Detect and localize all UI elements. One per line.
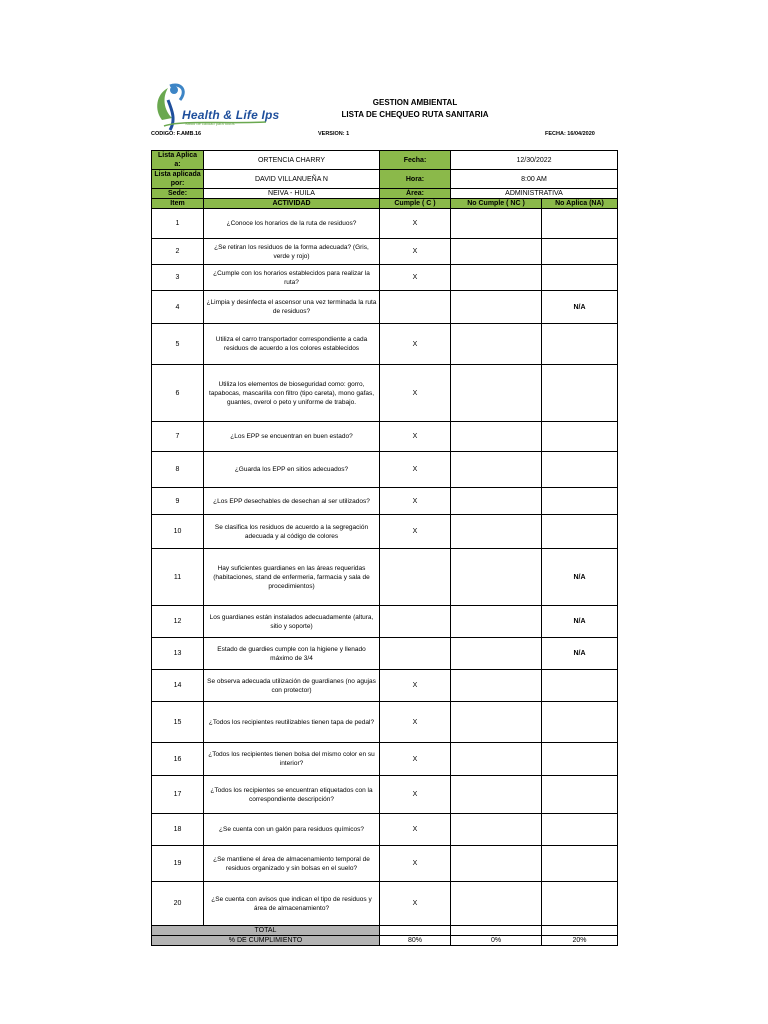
table-row <box>152 422 618 452</box>
no-cumple-mark <box>451 324 542 365</box>
no-aplica-mark: N/A <box>542 291 618 324</box>
item-number: 2 <box>152 239 204 265</box>
cumple-mark <box>380 638 451 670</box>
no-aplica-mark <box>542 209 618 239</box>
cumple-mark: X <box>380 365 451 422</box>
column-header-row <box>152 199 618 209</box>
table-row <box>152 702 618 743</box>
cumple-mark: X <box>380 814 451 846</box>
total-c <box>380 926 451 936</box>
cumple-mark: X <box>380 488 451 515</box>
activity-text: ¿Se mantiene el área de almacenamiento temporal de residuos organizado y sin bolsas en el suelo? <box>204 846 380 882</box>
activity-text: ¿Los EPP desechables de desechan al ser utilizados? <box>204 488 380 515</box>
lista-aplica-label: Lista Aplica a: <box>152 151 204 170</box>
total-label: TOTAL <box>152 926 380 936</box>
checklist-table <box>151 150 618 946</box>
area-value: ADMINISTRATIVA <box>451 189 618 199</box>
no-aplica-mark <box>542 452 618 488</box>
table-row <box>152 743 618 776</box>
pct-no-aplica: 20% <box>542 936 618 946</box>
no-aplica-mark: N/A <box>542 549 618 606</box>
table-row <box>152 488 618 515</box>
table-row <box>152 549 618 606</box>
item-number: 7 <box>152 422 204 452</box>
no-aplica-mark <box>542 814 618 846</box>
activity-text: ¿Todos los recipientes tienen bolsa del mismo color en su interior? <box>204 743 380 776</box>
cumplimiento-row <box>152 936 618 946</box>
item-number: 9 <box>152 488 204 515</box>
cumple-mark: X <box>380 743 451 776</box>
no-aplica-mark <box>542 776 618 814</box>
activity-text: ¿Se cuenta con avisos que indican el tipo de residuos y área de almacenamiento? <box>204 882 380 926</box>
lista-aplica-value: ORTENCIA CHARRY <box>204 151 380 170</box>
no-cumple-mark <box>451 452 542 488</box>
sede-label: Sede: <box>152 189 204 199</box>
cumple-mark: X <box>380 882 451 926</box>
col-item-header: Item <box>152 199 204 209</box>
activity-text: ¿Cumple con los horarios establecidos para realizar la ruta? <box>204 265 380 291</box>
no-cumple-mark <box>451 776 542 814</box>
hora-label: Hora: <box>380 170 451 189</box>
logo-name: Health & Life Ips <box>182 108 280 122</box>
no-cumple-mark <box>451 422 542 452</box>
no-cumple-mark <box>451 702 542 743</box>
table-row <box>152 239 618 265</box>
fecha-label: Fecha: <box>380 151 451 170</box>
table-row <box>152 365 618 422</box>
version-label: VERSION: 1 <box>318 131 350 137</box>
table-row <box>152 265 618 291</box>
item-number: 1 <box>152 209 204 239</box>
no-cumple-mark <box>451 239 542 265</box>
item-number: 20 <box>152 882 204 926</box>
col-no-cumple-header: No Cumple ( NC ) <box>451 199 542 209</box>
item-number: 14 <box>152 670 204 702</box>
activity-text: ¿Todos los recipientes reutilizables tienen tapa de pedal? <box>204 702 380 743</box>
table-row <box>152 776 618 814</box>
activity-text: Se observa adecuada utilización de guardianes (no agujas con protector) <box>204 670 380 702</box>
no-cumple-mark <box>451 743 542 776</box>
no-aplica-mark <box>542 743 618 776</box>
col-no-aplica-header: No Aplica (NA) <box>542 199 618 209</box>
no-cumple-mark <box>451 365 542 422</box>
cumple-mark: X <box>380 209 451 239</box>
activity-text: ¿Limpia y desinfecta el ascensor una vez terminada la ruta de residuos? <box>204 291 380 324</box>
table-row <box>152 606 618 638</box>
activity-text: Utiliza los elementos de bioseguridad como: gorro, tapabocas, mascarilla con filtro (tipo careta), mono gafas, guantes, overol o peto y uniforme de trabajo. <box>204 365 380 422</box>
info-row-aplicada <box>152 170 618 189</box>
table-row <box>152 846 618 882</box>
no-cumple-mark <box>451 814 542 846</box>
no-cumple-mark <box>451 882 542 926</box>
aplicada-label: Lista aplicada por: <box>152 170 204 189</box>
item-number: 12 <box>152 606 204 638</box>
no-cumple-mark <box>451 265 542 291</box>
table-row <box>152 209 618 239</box>
table-row <box>152 882 618 926</box>
no-aplica-mark <box>542 846 618 882</box>
table-row <box>152 291 618 324</box>
activity-text: Estado de guardies cumple con la higiene y llenado máximo de 3/4 <box>204 638 380 670</box>
cumple-mark <box>380 549 451 606</box>
cumple-mark: X <box>380 265 451 291</box>
item-number: 3 <box>152 265 204 291</box>
no-aplica-mark <box>542 324 618 365</box>
cumple-mark: X <box>380 452 451 488</box>
table-row <box>152 324 618 365</box>
no-aplica-mark <box>542 365 618 422</box>
pct-no-cumple: 0% <box>451 936 542 946</box>
document-title: GESTION AMBIENTAL <box>372 98 458 107</box>
no-cumple-mark <box>451 606 542 638</box>
logo-tagline: Salud de calidad para todos <box>185 121 235 126</box>
fecha-value: 12/30/2022 <box>451 151 618 170</box>
no-aplica-mark <box>542 239 618 265</box>
cumple-mark: X <box>380 776 451 814</box>
no-aplica-mark <box>542 265 618 291</box>
activity-text: ¿Guarda los EPP en sitios adecuados? <box>204 452 380 488</box>
no-cumple-mark <box>451 549 542 606</box>
item-number: 19 <box>152 846 204 882</box>
activity-text: ¿Todos los recipientes se encuentran etiquetados con la correspondiente descripción? <box>204 776 380 814</box>
cumplimiento-label: % DE CUMPLIMIENTO <box>152 936 380 946</box>
item-number: 8 <box>152 452 204 488</box>
no-aplica-mark: N/A <box>542 638 618 670</box>
activity-text: Se clasifica los residuos de acuerdo a la segregación adecuada y al código de colores <box>204 515 380 549</box>
cumple-mark: X <box>380 422 451 452</box>
col-cumple-header: Cumple ( C ) <box>380 199 451 209</box>
activity-text: Utiliza el carro transportador correspondiente a cada residuos de acuerdo a los colores establecidos <box>204 324 380 365</box>
no-cumple-mark <box>451 515 542 549</box>
cumple-mark: X <box>380 515 451 549</box>
aplicada-value: DAVID VILLANUEÑA N <box>204 170 380 189</box>
activity-text: ¿Se retiran los residuos de la forma adecuada? (Gris, verde y rojo) <box>204 239 380 265</box>
table-row <box>152 814 618 846</box>
item-number: 5 <box>152 324 204 365</box>
col-actividad-header: ACTIVIDAD <box>204 199 380 209</box>
item-number: 6 <box>152 365 204 422</box>
item-number: 17 <box>152 776 204 814</box>
activity-text: ¿Los EPP se encuentran en buen estado? <box>204 422 380 452</box>
table-row <box>152 452 618 488</box>
fecha-doc-label: FECHA: 16/04/2020 <box>545 131 595 137</box>
sede-value: NEIVA - HUILA <box>204 189 380 199</box>
codigo-label: CODIGO: F.AMB.16 <box>151 131 202 137</box>
no-aplica-mark <box>542 882 618 926</box>
no-cumple-mark <box>451 209 542 239</box>
activity-text: ¿Se cuenta con un galón para residuos químicos? <box>204 814 380 846</box>
table-row <box>152 670 618 702</box>
no-aplica-mark <box>542 422 618 452</box>
pct-cumple: 80% <box>380 936 451 946</box>
item-number: 4 <box>152 291 204 324</box>
no-aplica-mark: N/A <box>542 606 618 638</box>
no-cumple-mark <box>451 670 542 702</box>
activity-text: Hay suficientes guardianes en las áreas requeridas (habitaciones, stand de enfermeria, farmacia y sala de procedimientos) <box>204 549 380 606</box>
no-cumple-mark <box>451 846 542 882</box>
cumple-mark: X <box>380 670 451 702</box>
info-row-lista <box>152 151 618 170</box>
cumple-mark: X <box>380 846 451 882</box>
table-row <box>152 638 618 670</box>
item-number: 13 <box>152 638 204 670</box>
total-nc <box>451 926 542 936</box>
item-number: 15 <box>152 702 204 743</box>
no-cumple-mark <box>451 291 542 324</box>
total-na <box>542 926 618 936</box>
hora-value: 8:00 AM <box>451 170 618 189</box>
item-number: 11 <box>152 549 204 606</box>
no-aplica-mark <box>542 515 618 549</box>
info-row-sede <box>152 189 618 199</box>
document-subtitle: LISTA DE CHEQUEO RUTA SANITARIA <box>341 110 489 119</box>
no-cumple-mark <box>451 638 542 670</box>
area-label: Área: <box>380 189 451 199</box>
cumple-mark <box>380 291 451 324</box>
cumple-mark: X <box>380 239 451 265</box>
no-aplica-mark <box>542 670 618 702</box>
item-number: 10 <box>152 515 204 549</box>
cumple-mark <box>380 606 451 638</box>
no-cumple-mark <box>451 488 542 515</box>
activity-text: Los guardianes están instalados adecuadamente (altura, sitio y soporte) <box>204 606 380 638</box>
no-aplica-mark <box>542 488 618 515</box>
no-aplica-mark <box>542 702 618 743</box>
table-row <box>152 515 618 549</box>
cumple-mark: X <box>380 324 451 365</box>
total-row <box>152 926 618 936</box>
cumple-mark: X <box>380 702 451 743</box>
item-number: 18 <box>152 814 204 846</box>
activity-text: ¿Conoce los horarios de la ruta de residuos? <box>204 209 380 239</box>
item-number: 16 <box>152 743 204 776</box>
